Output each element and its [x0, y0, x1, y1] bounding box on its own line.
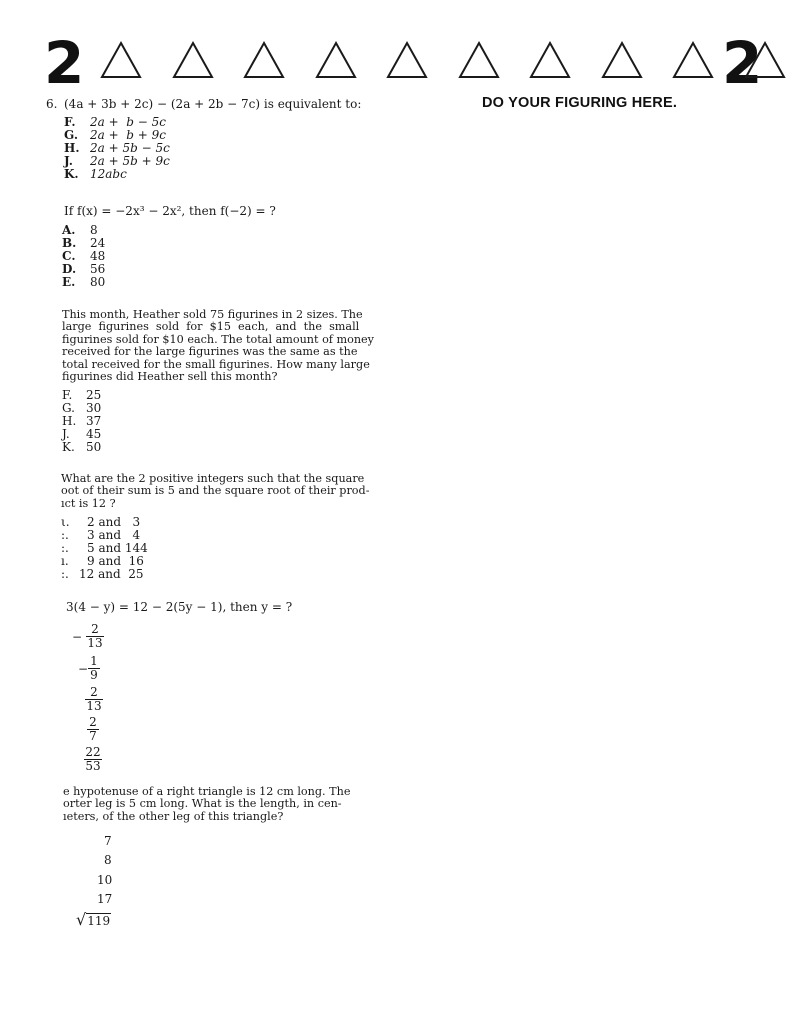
q9-option-1[interactable]: ι. 2 and 3: [61, 515, 141, 529]
section-number-right: 2: [722, 29, 763, 97]
outline-triangle-icon: [171, 40, 215, 80]
q8-option-g[interactable]: G. 30: [62, 401, 102, 415]
q10-option-1[interactable]: $\frac{2}{13}$: [87, 622, 103, 650]
q9-stem: What are the 2 positive integers such that the square oot of their sum is 5 and the square root of their prod- ıct is 12 ?: [61, 472, 370, 510]
q7-option-c[interactable]: C. 48: [62, 249, 106, 263]
q6-option-j[interactable]: J. 2a + 5b + 9c: [64, 154, 170, 168]
q6-stem: (4a + 3b + 2c) − (2a + 2b − 7c) is equivalent to:: [64, 97, 362, 111]
outline-triangle-icon: [743, 40, 787, 80]
outline-triangle-icon: [671, 40, 715, 80]
radical-sign-icon: √: [76, 910, 87, 929]
q9-option-4[interactable]: ı. 9 and 16: [61, 554, 144, 568]
outline-triangle-icon: [314, 40, 358, 80]
section-number-left: 2: [44, 29, 85, 97]
q6-option-k[interactable]: K. 12abc: [64, 167, 127, 181]
q10-option-3[interactable]: $\frac{2}{13}$: [86, 685, 102, 713]
q10-option-5[interactable]: $\frac{22}{53}$: [85, 745, 101, 773]
q11-stem: e hypotenuse of a right triangle is 12 cm long. The orter leg is 5 cm long. What is the length, in cen- ıeters, of the other leg of this triangle?: [63, 785, 351, 823]
q10-option-1-sign: −: [72, 630, 83, 644]
q6-options: [64, 116, 170, 181]
outline-triangle-icon: [457, 40, 501, 80]
q8-option-f[interactable]: F. 25: [62, 388, 102, 402]
q8-stem: This month, Heather sold 75 figurines in 2 sizes. The large figurines sold for $15 each, and the small figurines sold for $10 each. The total amount of money received for the large figurines was the same as the total received for the small figurines. How many large figurines did Heather sell this month?: [62, 308, 374, 384]
q11-option-4[interactable]: 17: [97, 892, 113, 906]
q11-option-5[interactable]: √119: [76, 910, 111, 929]
q9-option-2[interactable]: :. 3 and 4: [61, 528, 141, 542]
q6-option-h[interactable]: H. 2a + 5b − 5c: [64, 141, 170, 155]
q6-option-g[interactable]: G. 2a + b + 9c: [64, 128, 167, 142]
q10-option-2-sign: −: [78, 662, 89, 676]
q11-option-1[interactable]: 7: [104, 834, 112, 848]
q7-option-b[interactable]: B. 24: [62, 236, 106, 250]
q8-option-h[interactable]: H. 37: [62, 414, 102, 428]
outline-triangle-icon: [385, 40, 429, 80]
outline-triangle-icon: [242, 40, 286, 80]
q6-number: 6.: [46, 97, 58, 111]
q7-option-d[interactable]: D. 56: [62, 262, 106, 276]
q8-option-j[interactable]: J. 45: [62, 427, 102, 441]
q10-option-2[interactable]: $\frac{1}{9}$: [88, 655, 100, 682]
q7-option-e[interactable]: E. 80: [62, 275, 106, 289]
q9-options: [61, 516, 148, 581]
outline-triangle-icon: [99, 40, 143, 80]
q11-option-3[interactable]: 10: [97, 873, 113, 887]
q11-option-2[interactable]: 8: [104, 853, 112, 867]
q7-options: [62, 224, 105, 289]
q8-options: [62, 389, 101, 454]
outline-triangle-icon: [600, 40, 644, 80]
q7-option-a[interactable]: A. 8: [62, 223, 98, 237]
q6-option-f[interactable]: F. 2a + b − 5c: [64, 115, 167, 129]
q10-option-4[interactable]: $\frac{2}{7}$: [87, 716, 99, 743]
q9-option-5[interactable]: :. 12 and 25: [61, 567, 144, 581]
q9-option-3[interactable]: :. 5 and 144: [61, 541, 148, 555]
q7-stem: If f(x) = −2x³ − 2x², then f(−2) = ?: [64, 204, 276, 218]
q10-stem: 3(4 − y) = 12 − 2(5y − 1), then y = ?: [66, 600, 293, 614]
figuring-label: DO YOUR FIGURING HERE.: [482, 95, 678, 111]
q8-option-k[interactable]: K. 50: [62, 440, 102, 454]
outline-triangle-icon: [528, 40, 572, 80]
